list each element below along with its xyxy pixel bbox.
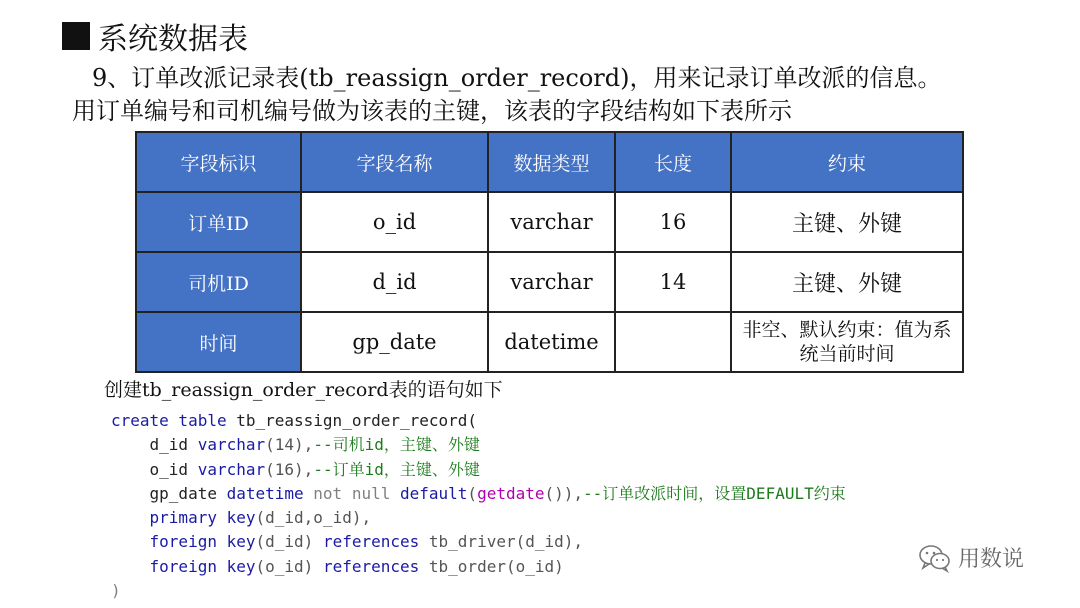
heading-bullet — [62, 22, 90, 50]
code-text: o_id — [149, 459, 198, 479]
data-type-cell: datetime — [488, 312, 615, 372]
header-field-id: 字段标识 — [136, 132, 301, 192]
section-heading — [62, 14, 248, 58]
code-keyword: primary key — [149, 508, 256, 528]
table-row — [136, 312, 963, 372]
constraint-cell: 主键、外键 — [731, 192, 963, 252]
row-label: 司机ID — [136, 252, 301, 312]
code-keyword: default — [390, 483, 468, 503]
intro-line-1: 9、订单改派记录表(tb_reassign_order_record)，用来记录订单改派的信息。 — [92, 64, 942, 92]
code-text: (o_id) — [255, 556, 323, 576]
header-data-type: 数据类型 — [488, 132, 615, 192]
constraint-cell: 主键、外键 — [731, 252, 963, 312]
length-cell — [615, 312, 731, 372]
table-row — [136, 252, 963, 312]
code-comment: --订单id，主键、外键 — [313, 459, 480, 479]
code-text: tb_order(o_id) — [419, 556, 564, 576]
watermark-text: 用数说 — [958, 547, 1025, 572]
field-name-cell: d_id — [301, 252, 488, 312]
wechat-icon — [918, 543, 952, 573]
length-cell: 14 — [615, 252, 731, 312]
sql-code-block — [111, 409, 846, 603]
code-text: ) — [111, 581, 121, 601]
code-keyword: datetime — [226, 483, 304, 503]
code-text: (16), — [265, 459, 314, 479]
code-text: gp_date — [149, 483, 227, 503]
code-text: (14), — [265, 435, 314, 455]
code-comment: --订单改派时间，设置DEFAULT约束 — [583, 483, 846, 503]
code-function: getdate — [477, 483, 545, 503]
code-text: tb_driver(d_id), — [419, 532, 584, 552]
code-keyword: varchar — [197, 459, 266, 479]
watermark — [918, 542, 1024, 573]
code-keyword: references — [322, 532, 420, 552]
constraint-text: 非空、默认约束：值为系统当前时间 — [742, 319, 952, 365]
code-text: (d_id,o_id), — [255, 508, 372, 528]
page-title: 系统数据表 — [98, 22, 248, 57]
code-keyword: references — [322, 556, 420, 576]
table-header-row — [136, 132, 963, 192]
constraint-cell — [731, 312, 963, 372]
code-caption: 创建tb_reassign_order_record表的语句如下 — [104, 379, 503, 401]
code-keyword-gray: not null — [303, 483, 391, 503]
code-keyword: create table — [111, 411, 227, 430]
code-text: ()), — [544, 483, 584, 503]
header-length: 长度 — [615, 132, 731, 192]
intro-line-2: 用订单编号和司机编号做为该表的主键，该表的字段结构如下表所示 — [72, 97, 792, 125]
length-cell: 16 — [615, 192, 731, 252]
data-type-cell: varchar — [488, 252, 615, 312]
header-field-name: 字段名称 — [301, 132, 488, 192]
row-label: 订单ID — [136, 192, 301, 252]
code-keyword: varchar — [197, 435, 266, 455]
code-text: d_id — [149, 435, 198, 455]
field-structure-table — [135, 131, 964, 373]
header-constraint: 约束 — [731, 132, 963, 192]
field-name-cell: gp_date — [301, 312, 488, 372]
table-row — [136, 192, 963, 252]
code-keyword: foreign key — [149, 556, 256, 576]
data-type-cell: varchar — [488, 192, 615, 252]
code-text: ( — [467, 483, 478, 503]
field-name-cell: o_id — [301, 192, 488, 252]
row-label: 时间 — [136, 312, 301, 372]
code-comment: --司机id，主键、外键 — [313, 435, 480, 455]
code-keyword: foreign key — [149, 532, 256, 552]
code-text: tb_reassign_order_record( — [226, 411, 478, 430]
intro-paragraph — [72, 62, 1052, 128]
code-text: (d_id) — [255, 532, 323, 552]
